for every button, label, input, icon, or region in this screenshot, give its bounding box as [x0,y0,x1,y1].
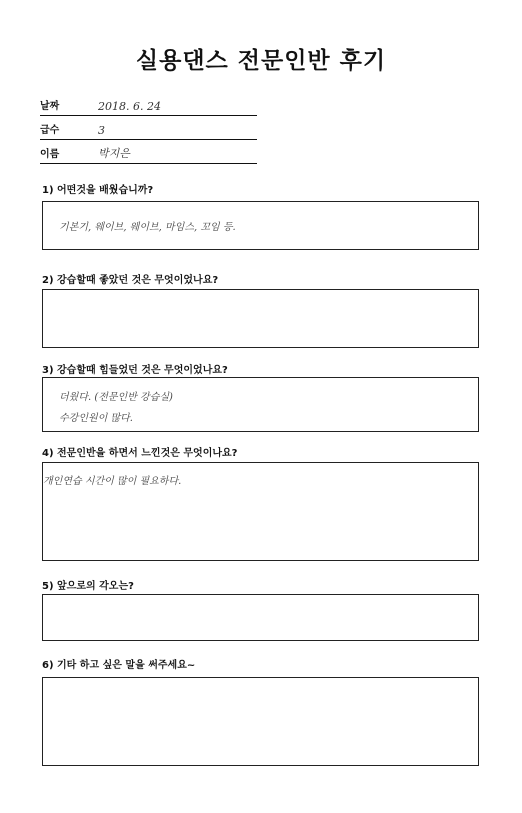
answer-box-4 [42,462,479,561]
grade-underline [40,139,257,140]
date-row [40,94,257,116]
question-3: 3) 강습할때 힘들었던 것은 무엇이었나요? [42,365,228,376]
page-title: 실용댄스 전문인반 후기 [135,48,387,74]
grade-label: 급수 [40,125,60,136]
date-underline [40,115,257,116]
answer-box-3 [42,377,479,432]
answer-box-5 [42,594,479,641]
answer-box-6 [42,677,479,766]
name-value: 박지은 [98,147,130,160]
grade-value: 3 [98,124,105,137]
date-label: 날짜 [40,101,60,112]
date-value: 2018. 6. 24 [98,100,161,113]
question-5: 5) 앞으로의 각오는? [42,581,134,592]
answer-box-2 [42,289,479,348]
answer-1-line-1: 기본기, 웨이브, 웨이브, 마임스, 꼬임 등. [59,222,236,233]
answer-box-1 [42,201,479,250]
grade-row [40,118,257,140]
answer-3-line-2: 수강인원이 많다. [59,413,133,424]
answer-4-line-1: 개인연습 시간이 많이 필요하다. [43,476,182,487]
name-underline [40,163,257,164]
question-4: 4) 전문인반을 하면서 느낀것은 무엇이나요? [42,448,238,459]
name-label: 이름 [40,149,60,160]
name-row [40,142,257,164]
answer-3-line-1: 더웠다. (전문인반 강습실) [59,392,173,403]
question-6: 6) 기타 하고 싶은 말을 써주세요~ [42,660,196,671]
question-2: 2) 강습할때 좋았던 것은 무엇이었나요? [42,275,219,286]
question-1: 1) 어떤것을 배웠습니까? [42,185,154,196]
